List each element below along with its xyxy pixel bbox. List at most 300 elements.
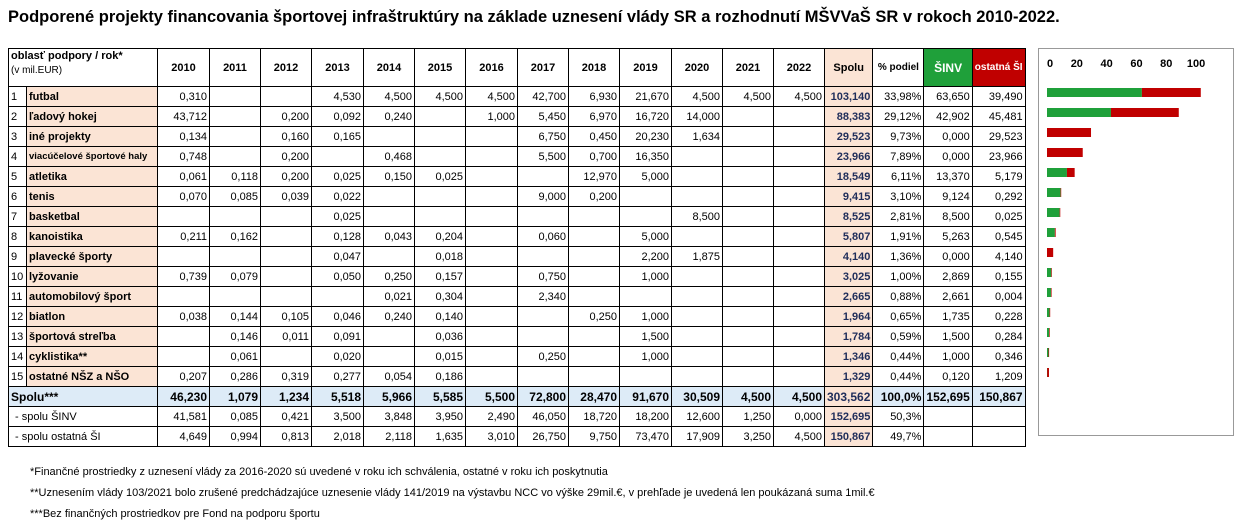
year-value: 0,039 [261,187,312,207]
area-name: atletika [27,167,158,187]
bar-ostatná ŠI [1051,288,1052,297]
year-value [672,187,723,207]
area-name: lyžovanie [27,267,158,287]
subtotal-year-value: 0,000 [774,407,825,427]
year-value [415,147,466,167]
table-row [9,287,1026,307]
year-value [364,187,415,207]
year-value [466,327,518,347]
podiel-header: % podiel [873,49,924,87]
subtotal-year-value: 1,635 [415,427,466,447]
year-value: 0,091 [312,327,364,347]
table-row [9,127,1026,147]
subtotal-year-value: 26,750 [518,427,569,447]
year-value: 0,043 [364,227,415,247]
year-value [723,267,774,287]
row-number: 8 [9,227,27,247]
row-number: 12 [9,307,27,327]
row-number: 14 [9,347,27,367]
year-value: 0,128 [312,227,364,247]
year-value: 0,036 [415,327,466,347]
x-tick-label: 40 [1100,58,1113,70]
spolu-value: 2,665 [825,287,873,307]
year-value [518,307,569,327]
subtotal-label: - spolu ŠINV [9,407,158,427]
row-number: 4 [9,147,27,167]
year-value [620,367,672,387]
sinv-value: 1,500 [924,327,972,347]
year-value: 0,022 [312,187,364,207]
year-value [723,307,774,327]
podiel-value: 0,44% [873,347,924,367]
year-value [569,367,620,387]
year-value: 0,140 [415,307,466,327]
year-value: 21,670 [620,87,672,107]
ostatne-header: ostatná ŠI [972,49,1025,87]
podiel-value: 7,89% [873,147,924,167]
podiel-value: 1,36% [873,247,924,267]
year-value [672,267,723,287]
table-row [9,147,1026,167]
year-value [774,107,825,127]
ostatne-value: 0,346 [972,347,1025,367]
spolu-value: 29,523 [825,127,873,147]
year-value: 5,000 [620,227,672,247]
year-value [364,247,415,267]
podiel-value: 6,11% [873,167,924,187]
area-name: futbal [27,87,158,107]
year-value [415,127,466,147]
row-number: 10 [9,267,27,287]
year-value [261,247,312,267]
year-value: 0,025 [312,167,364,187]
year-value: 42,700 [518,87,569,107]
podiel-value: 33,98% [873,87,924,107]
year-value [261,87,312,107]
podiel-value: 1,91% [873,227,924,247]
year-value [210,87,261,107]
year-value [723,227,774,247]
total-sinv: 152,695 [924,387,972,407]
sinv-value: 2,661 [924,287,972,307]
year-value [466,207,518,227]
subtotal-year-value: 46,050 [518,407,569,427]
total-ostatne: 150,867 [972,387,1025,407]
spolu-value: 5,807 [825,227,873,247]
subtotal-podiel: 50,3% [873,407,924,427]
podiel-value: 0,65% [873,307,924,327]
year-value [774,267,825,287]
podiel-value: 9,73% [873,127,924,147]
year-value: 0,200 [261,167,312,187]
year-value [723,287,774,307]
bar-ostatná ŠI [1111,108,1179,117]
year-value [466,267,518,287]
year-value [569,207,620,227]
year-value [312,287,364,307]
year-value: 6,930 [569,87,620,107]
x-tick-label: 100 [1186,58,1206,70]
year-value: 4,500 [415,87,466,107]
year-value [466,367,518,387]
year-value: 0,046 [312,307,364,327]
bar-ostatná ŠI [1061,188,1062,197]
x-tick-label: 80 [1160,58,1173,70]
ostatne-value: 45,481 [972,107,1025,127]
bar-ostatná ŠI [1047,128,1091,137]
year-value [774,367,825,387]
sinv-value: 13,370 [924,167,972,187]
podiel-value: 1,00% [873,267,924,287]
year-value: 0,165 [312,127,364,147]
subtotal-spolu: 152,695 [825,407,873,427]
bar-ŠINV [1047,308,1050,317]
year-value: 1,634 [672,127,723,147]
table-row [9,207,1026,227]
bar-ŠINV [1047,348,1048,357]
sinv-value: 8,500 [924,207,972,227]
subtotal-year-value: 18,720 [569,407,620,427]
area-header [9,49,158,87]
year-value [518,167,569,187]
year-value [774,127,825,147]
spolu-value: 88,383 [825,107,873,127]
year-value: 2,200 [620,247,672,267]
funding-table [8,48,1026,447]
chart-svg [1039,49,1233,435]
year-value [415,187,466,207]
year-value [620,207,672,227]
year-value [774,187,825,207]
subtotal-year-value: 1,250 [723,407,774,427]
subtotal-year-value: 3,950 [415,407,466,427]
table-row [9,267,1026,287]
year-header: 2014 [364,49,415,87]
x-tick-label: 60 [1130,58,1143,70]
total-year-value: 1,079 [210,387,261,407]
table-row [9,107,1026,127]
year-value: 0,211 [158,227,210,247]
year-value [518,247,569,267]
ostatne-value: 39,490 [972,87,1025,107]
total-year-value: 5,500 [466,387,518,407]
bar-ostatná ŠI [1142,88,1201,97]
row-number: 3 [9,127,27,147]
sinv-value: 9,124 [924,187,972,207]
year-header: 2016 [466,49,518,87]
year-value: 8,500 [672,207,723,227]
stacked-bar-chart [1038,48,1234,436]
year-value: 6,750 [518,127,569,147]
total-year-value: 5,966 [364,387,415,407]
sinv-value: 0,000 [924,127,972,147]
year-value [774,327,825,347]
subtotal-row [9,427,1026,447]
sinv-value: 63,650 [924,87,972,107]
area-name: iné projekty [27,127,158,147]
subtotal-year-value: 9,750 [569,427,620,447]
year-value [466,187,518,207]
spolu-value: 1,964 [825,307,873,327]
year-value [774,167,825,187]
year-value [723,107,774,127]
area-name: biatlon [27,307,158,327]
spolu-value: 4,140 [825,247,873,267]
year-value [723,187,774,207]
year-value: 0,118 [210,167,261,187]
row-number: 2 [9,107,27,127]
year-value [210,107,261,127]
total-spolu: 303,562 [825,387,873,407]
total-label: Spolu*** [9,387,158,407]
subtotal-year-value: 3,010 [466,427,518,447]
year-value [210,147,261,167]
year-value: 0,061 [210,347,261,367]
row-number: 9 [9,247,27,267]
year-value: 4,500 [723,87,774,107]
year-value: 0,277 [312,367,364,387]
year-value: 0,025 [415,167,466,187]
year-value [261,287,312,307]
year-value: 0,070 [158,187,210,207]
subtotal-year-value: 2,018 [312,427,364,447]
year-header: 2020 [672,49,723,87]
year-value: 0,105 [261,307,312,327]
year-value [774,247,825,267]
year-value [415,207,466,227]
area-name: plavecké športy [27,247,158,267]
subtotal-year-value: 2,490 [466,407,518,427]
year-value: 1,000 [620,347,672,367]
year-value: 0,310 [158,87,210,107]
year-value [672,287,723,307]
sinv-header: ŠINV [924,49,972,87]
year-value [415,107,466,127]
year-value: 0,200 [261,147,312,167]
spolu-value: 3,025 [825,267,873,287]
year-value: 0,200 [569,187,620,207]
year-value [672,347,723,367]
year-value [774,207,825,227]
bar-ŠINV [1047,288,1051,297]
ostatne-value: 0,004 [972,287,1025,307]
year-value: 0,050 [312,267,364,287]
year-value [518,327,569,347]
year-value: 1,500 [620,327,672,347]
sinv-value: 42,902 [924,107,972,127]
year-value: 0,304 [415,287,466,307]
subtotal-year-value: 3,848 [364,407,415,427]
subtotal-year-value: 3,500 [312,407,364,427]
area-name: športová streľba [27,327,158,347]
spolu-value: 1,784 [825,327,873,347]
year-value: 0,450 [569,127,620,147]
year-header: 2010 [158,49,210,87]
spolu-header: Spolu [825,49,873,87]
table-row [9,327,1026,347]
total-podiel: 100,0% [873,387,924,407]
year-value: 0,061 [158,167,210,187]
subtotal-year-value: 73,470 [620,427,672,447]
bar-ostatná ŠI [1055,228,1056,237]
podiel-value: 3,10% [873,187,924,207]
year-value [466,147,518,167]
year-value: 0,250 [569,307,620,327]
area-name: basketbal [27,207,158,227]
subtotal-year-value: 41,581 [158,407,210,427]
subtotal-year-value: 17,909 [672,427,723,447]
area-name: cyklistika** [27,347,158,367]
podiel-value: 0,59% [873,327,924,347]
table-row [9,247,1026,267]
bar-ŠINV [1047,228,1055,237]
subtotal-year-value: 4,649 [158,427,210,447]
year-value: 0,085 [210,187,261,207]
year-value [569,287,620,307]
total-year-value: 5,518 [312,387,364,407]
year-value: 0,250 [518,347,569,367]
year-value [569,327,620,347]
year-value [261,267,312,287]
ostatne-value: 0,228 [972,307,1025,327]
spolu-value: 9,415 [825,187,873,207]
subtotal-year-value: 0,813 [261,427,312,447]
year-value [569,247,620,267]
page-title: Podporené projekty financovania športovej infraštruktúry na základe uznesení vlády SR a rozhodnutí MŠVVaŠ SR v rokoch 2010-2022. [8,8,1060,26]
bar-ostatná ŠI [1047,148,1083,157]
spolu-value: 18,549 [825,167,873,187]
podiel-value: 2,81% [873,207,924,227]
year-value [774,147,825,167]
year-value: 0,025 [312,207,364,227]
row-number: 11 [9,287,27,307]
year-value [569,267,620,287]
row-number: 7 [9,207,27,227]
year-value: 16,350 [620,147,672,167]
year-value [312,147,364,167]
bar-ŠINV [1047,188,1061,197]
table-row [9,187,1026,207]
year-value: 0,160 [261,127,312,147]
sinv-value: 0,000 [924,147,972,167]
year-value [774,307,825,327]
year-header: 2012 [261,49,312,87]
year-value: 0,240 [364,107,415,127]
year-value: 0,054 [364,367,415,387]
year-value: 12,970 [569,167,620,187]
empty-cell [972,427,1025,447]
spolu-value: 8,525 [825,207,873,227]
year-value: 0,750 [518,267,569,287]
subtotal-row [9,407,1026,427]
area-name: ostatné NŠZ a NŠO [27,367,158,387]
total-year-value: 46,230 [158,387,210,407]
subtotal-year-value: 4,500 [774,427,825,447]
year-value: 0,319 [261,367,312,387]
year-value: 6,970 [569,107,620,127]
year-value: 0,186 [415,367,466,387]
year-value: 0,286 [210,367,261,387]
year-value: 5,500 [518,147,569,167]
bar-ostatná ŠI [1050,308,1051,317]
year-value [518,207,569,227]
year-value: 5,450 [518,107,569,127]
podiel-value: 29,12% [873,107,924,127]
area-name: tenis [27,187,158,207]
year-value [518,367,569,387]
year-value [620,187,672,207]
year-value [774,287,825,307]
year-value [158,327,210,347]
spolu-value: 1,329 [825,367,873,387]
year-value [466,127,518,147]
year-value [261,347,312,367]
year-header: 2021 [723,49,774,87]
row-number: 1 [9,87,27,107]
year-value: 0,157 [415,267,466,287]
year-value: 0,207 [158,367,210,387]
year-value: 0,144 [210,307,261,327]
x-tick-label: 0 [1047,58,1054,70]
bar-ostatná ŠI [1049,328,1050,337]
year-value [723,167,774,187]
row-number: 15 [9,367,27,387]
subtotal-year-value: 18,200 [620,407,672,427]
empty-cell [924,407,972,427]
bar-ŠINV [1047,268,1051,277]
area-name: automobilový šport [27,287,158,307]
year-value: 0,748 [158,147,210,167]
bar-ostatná ŠI [1048,348,1049,357]
year-value: 0,011 [261,327,312,347]
year-value [723,327,774,347]
year-value: 14,000 [672,107,723,127]
year-value [723,207,774,227]
year-value: 0,015 [415,347,466,367]
year-value [466,307,518,327]
year-value [364,207,415,227]
total-year-value: 28,470 [569,387,620,407]
spolu-value: 1,346 [825,347,873,367]
total-year-value: 1,234 [261,387,312,407]
subtotal-podiel: 49,7% [873,427,924,447]
ostatne-value: 5,179 [972,167,1025,187]
year-value: 1,000 [620,267,672,287]
year-value [672,307,723,327]
year-value [158,247,210,267]
year-value: 0,020 [312,347,364,367]
ostatne-value: 4,140 [972,247,1025,267]
year-value [261,207,312,227]
subtotal-year-value: 2,118 [364,427,415,447]
subtotal-year-value: 0,421 [261,407,312,427]
footnote: *Finančné prostriedky z uznesení vlády za 2016-2020 sú uvedené v roku ich schválenia, ostatné v roku ich poskytnutia [30,466,608,478]
bar-ostatná ŠI [1060,208,1061,217]
year-value [672,147,723,167]
bar-ŠINV [1047,108,1111,117]
ostatne-value: 29,523 [972,127,1025,147]
total-year-value: 72,800 [518,387,569,407]
year-value: 0,739 [158,267,210,287]
spolu-value: 103,140 [825,87,873,107]
area-name: kanoistika [27,227,158,247]
year-value [466,287,518,307]
ostatne-value: 0,545 [972,227,1025,247]
year-value: 0,038 [158,307,210,327]
year-value [158,207,210,227]
footnotes [30,462,875,525]
year-value: 0,240 [364,307,415,327]
